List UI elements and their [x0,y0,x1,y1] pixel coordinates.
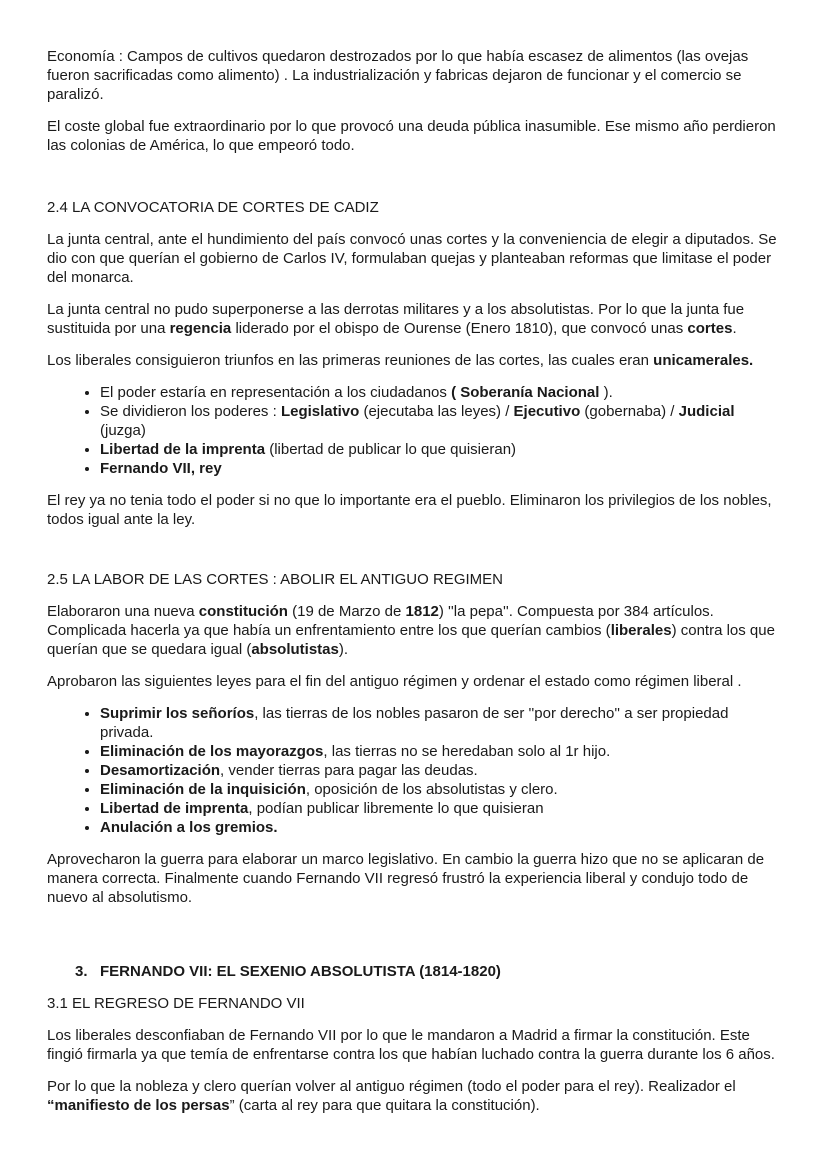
text-run: Los liberales desconfiaban de Fernando VII por lo que le mandaron a Madrid a firmar la constitución. Este fingió firmarla ya que temía de enfrentarse contra los que habían luchado contra la guerra durante los 6 años. [47,1027,775,1063]
bold-text-run: “manifiesto de los persas [47,1097,230,1114]
list-item [100,704,781,742]
section-heading: 2.5 LA LABOR DE LAS CORTES : ABOLIR EL ANTIGUO REGIMEN [47,571,503,588]
paragraph [47,1026,781,1064]
bold-text-run: ( Soberanía Nacional [451,384,600,401]
list-item [100,459,781,478]
heading-number: 3. [75,963,88,980]
bold-text-run: unicamerales. [653,352,754,369]
text-run: , oposición de los absolutistas y clero. [305,781,558,798]
paragraph [47,47,781,104]
text-run: ” (carta al rey para que quitara la constitución). [229,1097,540,1114]
list-item [100,780,781,799]
list-item [100,742,781,761]
bold-text-run: Ejecutivo [513,403,581,420]
text-run: ) contra los que querían que se quedara igual ( [47,622,775,658]
bold-text-run: Anulación a los gremios. [100,819,278,836]
bold-text-run: Suprimir los señoríos [100,705,255,722]
section-heading: 2.4 LA CONVOCATORIA DE CORTES DE CADIZ [47,199,379,216]
section-spacer [47,168,781,198]
text-run: Aprobaron las siguientes leyes para el fin del antiguo régimen y ordenar el estado como régimen liberal . [47,673,742,690]
text-run: Aprovecharon la guerra para elaborar un marco legislativo. En cambio la guerra hizo que no se aplicaran de manera correcta. Finalmente cuando Fernando VII regresó frustró la experiencia liberal y condujo todo de nuevo al absolutismo. [47,851,765,906]
text-run: , las tierras no se heredaban solo al 1r hijo. [323,743,611,760]
text-run: (juzga) [100,422,146,439]
paragraph [47,850,781,907]
list-item [100,818,781,837]
bold-text-run: Fernando VII, rey [100,460,222,477]
list-item [100,383,781,402]
paragraph [47,491,781,529]
bold-text-run: Legislativo [280,403,360,420]
paragraph [47,1077,781,1115]
text-run: liderado por el obispo de Ourense (Enero 1810), que convocó unas [231,320,688,337]
bold-text-run: absolutistas [251,641,339,658]
bold-text-run: Judicial [678,403,735,420]
paragraph [47,602,781,659]
text-run: El poder estaría en representación a los ciudadanos [100,384,452,401]
paragraph [47,230,781,287]
text-run: ). [599,384,613,401]
text-run: ). [338,641,349,658]
bold-text-run: Desamortización [100,762,221,779]
text-run: (19 de Marzo de [287,603,406,620]
text-run: Elaboraron una nueva [47,603,199,620]
bold-text-run: Eliminación de los mayorazgos [100,743,324,760]
list-item [100,799,781,818]
paragraph [47,351,781,370]
heading-text: FERNANDO VII: EL SEXENIO ABSOLUTISTA (1814-1820) [100,963,501,980]
list-item [100,402,781,440]
section-spacer [47,542,781,570]
text-run: Por lo que la nobleza y clero querían volver al antiguo régimen (todo el poder para el rey). Realizador el [47,1078,736,1095]
list-item [100,761,781,780]
text-run: Se dividieron los poderes : [100,403,281,420]
text-run: , podían publicar libremente lo que quisieran [248,800,544,817]
section-spacer [47,920,781,962]
text-run: Economía : Campos de cultivos quedaron destrozados por lo que había escasez de alimentos (las ovejas fueron sacrificadas como alimento) . La industrialización y fabricas dejaron de funcionar y el comercio se paralizó. [47,48,749,103]
text-run: (ejecutaba las leyes) / [359,403,514,420]
text-run: , vender tierras para pagar las deudas. [220,762,478,779]
bold-text-run: regencia [169,320,232,337]
text-run: El rey ya no tenia todo el poder si no que lo importante era el pueblo. Eliminaron los privilegios de los nobles, todos igual ante la ley. [47,492,772,528]
paragraph [47,300,781,338]
text-run: ) ''la pepa''. Compuesta por 384 artículos. Complicada hacerla ya que había un enfrentamiento entre los que querían cambios ( [47,603,714,639]
bold-text-run: liberales [610,622,672,639]
bold-text-run: Libertad de la imprenta [100,441,266,458]
numbered-section-heading [75,962,781,981]
bullet-list [47,704,781,837]
list-item [100,440,781,459]
paragraph [47,672,781,691]
bullet-list [47,383,781,478]
text-run: Los liberales consiguieron triunfos en las primeras reuniones de las cortes, las cuales eran [47,352,654,369]
bold-text-run: 1812 [405,603,439,620]
text-run: La junta central, ante el hundimiento del país convocó unas cortes y la conveniencia de elegir a diputados. Se dio con que querían el gobierno de Carlos IV, formulaban quejas y planteaban reformas que limitase el poder del monarca. [47,231,777,286]
text-run: , las tierras de los nobles pasaron de ser ''por derecho'' a ser propiedad privada. [100,705,729,741]
bold-text-run: Eliminación de la inquisición [100,781,306,798]
text-run: . [732,320,737,337]
text-run: La junta central no pudo superponerse a las derrotas militares y a los absolutistas. Por lo que la junta fue sustituida por una [47,301,745,337]
text-run: (libertad de publicar lo que quisieran) [265,441,517,458]
section-heading: 3.1 EL REGRESO DE FERNANDO VII [47,995,305,1012]
paragraph [47,117,781,155]
bold-text-run: cortes [687,320,733,337]
bold-text-run: constitución [198,603,288,620]
text-run: (gobernaba) / [580,403,679,420]
bold-text-run: Libertad de imprenta [100,800,249,817]
text-run: El coste global fue extraordinario por lo que provocó una deuda pública inasumible. Ese mismo año perdieron las colonias de América, lo que empeoró todo. [47,118,776,154]
